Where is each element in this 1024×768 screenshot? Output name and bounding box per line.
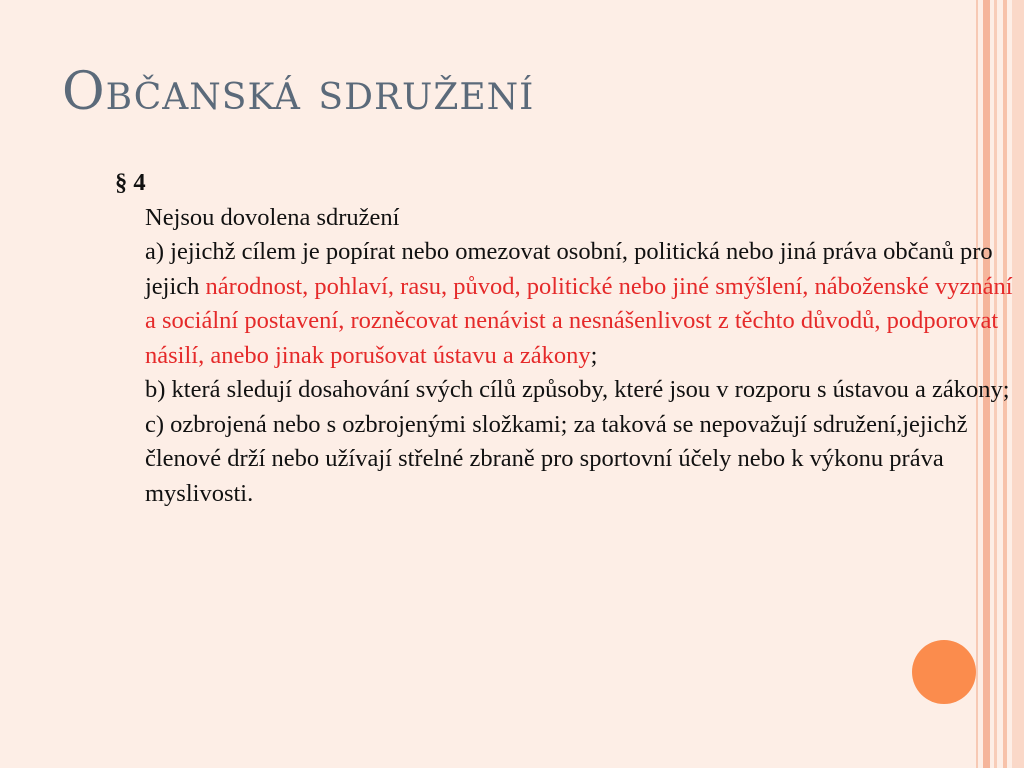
intro-text: Nejsou dovolena sdružení [145, 203, 400, 231]
slide-title: Občanská sdružení [62, 62, 535, 122]
item-a-prefix: a) jejichž cílem je popírat nebo omezovat osobní, politická nebo jiná práva občanů pro jejich [145, 238, 993, 300]
item-a-highlight: národnost, pohlaví, rasu, původ, politické nebo jiné smýšlení, náboženské vyznání a sociální postavení, rozněcovat nenávist a nesnášenlivost z těchto důvodů, podporovat násilí, anebo jinak porušovat ústavu a zákony [145, 272, 1013, 369]
decorative-circle [912, 640, 976, 704]
item-b: b) která sledují dosahování svých cílů způsoby, které jsou v rozporu s ústavou a zákony; [145, 376, 1010, 403]
item-c: c) ozbrojená nebo s ozbrojenými složkami; za taková se nepovažují sdružení,jejichž členové drží nebo užívají střelné zbraně pro sportovní účely nebo k výkonu práva myslivosti. [145, 410, 968, 507]
item-a [115, 235, 1015, 373]
slide-body [115, 166, 1015, 511]
section-number: § 4 [115, 169, 146, 196]
item-a-suffix: ; [590, 341, 598, 369]
